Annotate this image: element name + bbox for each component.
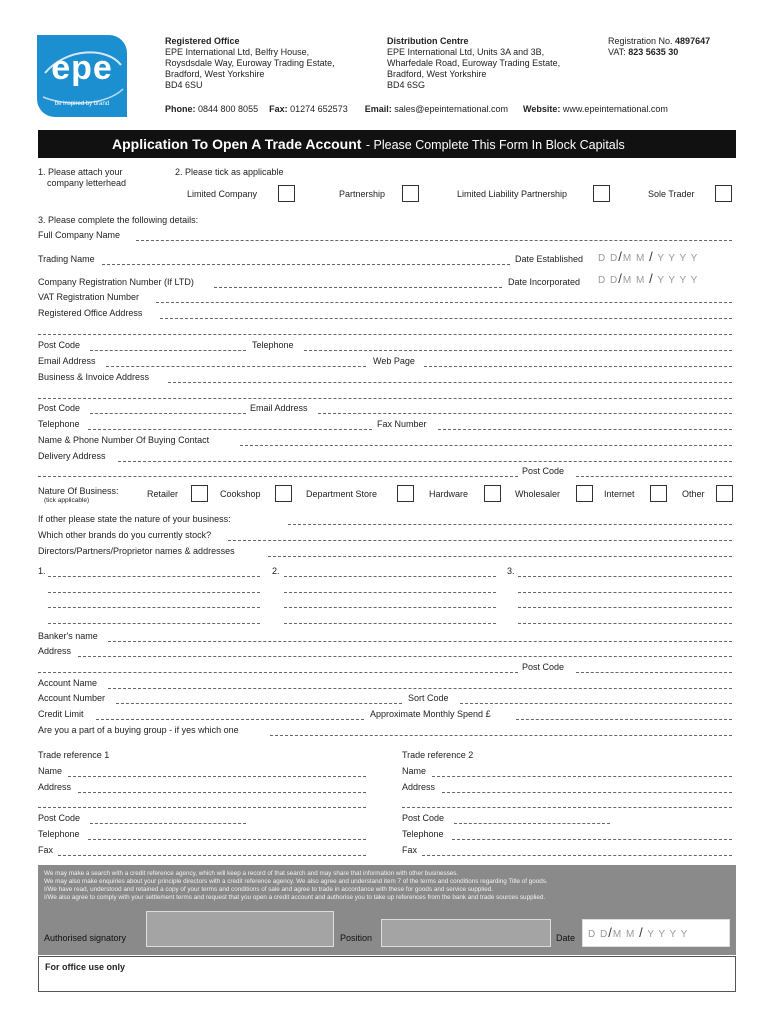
full-company-name-label: Full Company Name [38,230,121,240]
legal-line: I/We have read, understood and retained a copy of your terms and conditions of sale and agree to trade in accordance with these for goods and service supplied. [44,886,493,893]
date-slash: / [618,271,623,286]
legal-line: I/We also agree to comply with your settlement terms and request that you open a credit account and authorise you to take up references from the bank and trade sources supplied. [44,894,546,901]
trade-ref-1-address-label: Address [38,782,72,792]
office-use-label: For office use only [45,962,126,972]
nature-option-label: Department Store [306,489,378,499]
date-slash: / [639,925,644,940]
credit-limit-field[interactable] [96,719,364,720]
phone-value: 0844 800 8055 [198,104,259,114]
logo-text: epe [51,49,113,87]
email-address-label: Email Address [38,356,96,366]
director-2-field[interactable] [284,623,496,624]
director-3-field[interactable] [518,592,732,593]
other-brands-label: Which other brands do you currently stock? [38,530,212,540]
trade-ref-2-name-field[interactable] [432,776,732,777]
registered-office-line: BD4 6SU [165,80,203,90]
date-slash: / [618,249,623,264]
office-use-box [38,956,736,992]
nature-label-block [38,486,119,505]
distribution-centre [387,36,602,91]
distribution-title: Distribution Centre [387,36,469,46]
bankers-name-field[interactable] [108,641,732,642]
internet-checkbox[interactable] [650,485,667,502]
registered-office-line: EPE International Ltd, Belfry House, [165,47,310,57]
trade-ref-2-telephone-label: Telephone [402,829,444,839]
date-incorporated-label: Date Incorporated [508,277,581,287]
date-established-label: Date Established [515,254,584,264]
other-nature-label: If other please state the nature of your business: [38,514,231,524]
date-dd: D D [598,253,619,264]
buying-group-label: Are you a part of a buying group - if yes which one [38,725,239,735]
sort-code-label: Sort Code [408,693,449,703]
trading-name-label: Trading Name [38,254,95,264]
other-checkbox[interactable] [716,485,733,502]
director-2-field[interactable] [284,607,496,608]
director-3-field[interactable] [518,607,732,608]
signature-field[interactable] [146,911,334,947]
fax-number-label: Fax Number [377,419,427,429]
form-subtitle: - Please Complete This Form In Block Capitals [365,138,625,152]
buying-group-field[interactable] [270,735,732,736]
director-number: 2. [272,566,280,576]
legal-declaration-panel [38,865,736,955]
signature-date-label: Date [556,933,576,943]
director-1-field[interactable] [48,607,260,608]
trade-ref-1-address-field[interactable] [38,807,366,808]
trade-ref-1-name-label: Name [38,766,63,776]
buying-contact-field[interactable] [240,445,732,446]
position-label: Position [340,933,373,943]
date-slash: / [608,925,613,940]
trade-ref-1-telephone-label: Telephone [38,829,80,839]
registered-office-line: Bradford, West Yorkshire [165,69,265,79]
trade-ref-2-name-label: Name [402,766,427,776]
bankers-name-label: Banker's name [38,631,98,641]
logo-tagline: be inspired by brand [54,101,110,107]
trade-ref-1-name-field[interactable] [68,776,366,777]
bank-address-label: Address [38,646,72,656]
date-yyyy: Y Y Y Y [647,929,689,940]
trade-ref-1-fax-label: Fax [38,845,54,855]
limited-company-checkbox[interactable] [278,185,295,202]
telephone-label: Telephone [252,340,294,350]
legal-line: We may also make enquiries about your principle directors with a credit reference agency. We also agree and understand item 7 of the terms and conditions regarding Title of goods. [44,878,548,885]
registered-office-title: Registered Office [165,36,240,46]
sole-trader-checkbox[interactable] [715,185,732,202]
post-code-field[interactable] [90,350,246,351]
option-label: Partnership [339,189,386,199]
bank-post-code-label: Post Code [522,662,565,672]
trade-ref-2-heading: Trade reference 2 [402,750,474,760]
business-invoice-address-field[interactable] [168,382,732,383]
monthly-spend-label: Approximate Monthly Spend £ [370,709,491,719]
date-dd: D D [598,275,619,286]
director-1-field[interactable] [48,592,260,593]
bank-post-code-field[interactable] [576,672,732,673]
date-yyyy: Y Y Y Y [657,275,699,286]
wholesaler-checkbox[interactable] [576,485,593,502]
date-established-field[interactable] [598,249,698,264]
delivery-address-field[interactable] [38,476,518,477]
buying-contact-label: Name & Phone Number Of Buying Contact [38,435,210,445]
director-1-field[interactable] [48,576,260,577]
business-invoice-address-field[interactable] [38,398,732,399]
contact-line [165,104,745,115]
nature-label: Nature Of Business: [38,486,119,496]
email-value: sales@epeinternational.com [394,104,508,114]
email-address-label: Email Address [250,403,308,413]
position-field[interactable] [381,919,551,947]
directors-field[interactable] [268,556,732,557]
section-1-line: 1. Please attach your [38,167,123,177]
nature-sublabel: (tick applicable) [44,497,90,504]
cookshop-checkbox[interactable] [275,485,292,502]
director-3-field[interactable] [518,576,732,577]
legal-line: We may make a search with a credit reference agency, which will keep a record of that search and may share that information with other businesses. [44,870,459,877]
date-mm: M M [622,253,646,264]
trade-ref-1-post-code-label: Post Code [38,813,81,823]
post-code-label: Post Code [38,340,81,350]
registered-office-address-field[interactable] [38,334,732,335]
trade-ref-2-address-field[interactable] [402,807,732,808]
phone-label: Phone: [165,104,196,114]
title-bar [38,130,736,158]
trade-ref-2-post-code-field[interactable] [454,823,610,824]
account-name-field[interactable] [108,688,732,689]
director-number: 1. [38,566,46,576]
date-slash: / [649,249,654,264]
trade-ref-2-address-field[interactable] [442,792,732,793]
bank-address-field[interactable] [78,656,732,657]
director-number: 3. [507,566,515,576]
vat-label: VAT: [608,47,626,57]
nature-option-label: Other [682,489,705,499]
trade-ref-2-fax-field[interactable] [422,855,732,856]
trade-ref-2-post-code-label: Post Code [402,813,445,823]
distribution-line: Wharfedale Road, Euroway Trading Estate, [387,58,561,68]
option-label: Limited Company [187,189,258,199]
nature-option-label: Internet [604,489,635,499]
department-store-checkbox[interactable] [397,485,414,502]
trade-ref-2-fax-label: Fax [402,845,418,855]
reg-value: 4897647 [675,36,711,46]
registered-office-line: Roysdsdale Way, Euroway Trading Estate, [165,58,335,68]
form-title: Application To Open A Trade Account [112,136,362,152]
nature-option-label: Cookshop [220,489,261,499]
account-number-label: Account Number [38,693,106,703]
registered-office [165,36,385,91]
email-address-field[interactable] [318,413,732,414]
director-3-field[interactable] [518,623,732,624]
reg-label: Registration No. [608,36,673,46]
date-incorporated-field[interactable] [598,271,698,286]
partnership-checkbox[interactable] [402,185,419,202]
delivery-address-label: Delivery Address [38,451,106,461]
telephone-label: Telephone [38,419,80,429]
director-1-field[interactable] [48,623,260,624]
fax-number-field[interactable] [438,429,732,430]
option-label: Limited Liability Partnership [457,189,568,199]
telephone-field[interactable] [304,350,732,351]
section-1-line: company letterhead [47,178,127,188]
fax-label: Fax: [269,104,288,114]
registered-office-address-label: Registered Office Address [38,308,143,318]
account-number-field[interactable] [116,703,402,704]
post-code-field[interactable] [90,413,246,414]
trade-ref-2-address-label: Address [402,782,436,792]
email-label: Email: [364,104,392,114]
company-reg-field[interactable] [214,287,502,288]
post-code-label: Post Code [38,403,81,413]
telephone-field[interactable] [88,429,372,430]
trade-ref-1-address-field[interactable] [78,792,366,793]
authorised-signatory-label: Authorised signatory [44,933,127,943]
email-address-field[interactable] [106,366,366,367]
website-value: www.epeinternational.com [562,104,668,114]
vat-value: 823 5635 30 [628,47,679,57]
website-label: Website: [523,104,561,114]
nature-option-label: Hardware [429,489,469,499]
fax-value: 01274 652573 [290,104,348,114]
bank-address-field[interactable] [38,672,518,673]
registered-office-address-field[interactable] [160,318,732,319]
trade-ref-1-heading: Trade reference 1 [38,750,110,760]
nature-option-label: Wholesaler [515,489,561,499]
post-code-label: Post Code [522,466,565,476]
trade-ref-2-telephone-field[interactable] [452,839,732,840]
date-mm: M M [612,929,636,940]
other-brands-field[interactable] [228,540,732,541]
llp-checkbox[interactable] [593,185,610,202]
other-nature-field[interactable] [288,524,732,525]
retailer-checkbox[interactable] [191,485,208,502]
web-page-field[interactable] [424,366,732,367]
trading-name-field[interactable] [102,264,510,265]
business-invoice-address-label: Business & Invoice Address [38,372,150,382]
date-mm: M M [622,275,646,286]
director-2-field[interactable] [284,576,496,577]
section-1 [38,167,126,189]
date-slash: / [649,271,654,286]
hardware-checkbox[interactable] [484,485,501,502]
account-name-label: Account Name [38,678,98,688]
distribution-line: EPE International Ltd, Units 3A and 3B, [387,47,545,57]
date-dd: D D [588,929,609,940]
post-code-field[interactable] [576,476,732,477]
nature-option-label: Retailer [147,489,179,499]
registration-info [608,36,738,58]
signature-date-field[interactable] [582,919,730,947]
company-reg-label: Company Registration Number (If LTD) [38,277,194,287]
trade-ref-1-fax-field[interactable] [58,855,366,856]
credit-limit-label: Credit Limit [38,709,84,719]
option-label: Sole Trader [648,189,695,199]
date-yyyy: Y Y Y Y [657,253,699,264]
monthly-spend-field[interactable] [516,719,732,720]
web-page-label: Web Page [373,356,415,366]
section-3-heading: 3. Please complete the following details: [38,215,199,225]
company-logo [37,35,127,117]
director-2-field[interactable] [284,592,496,593]
sort-code-field[interactable] [460,703,732,704]
trade-ref-1-post-code-field[interactable] [90,823,246,824]
distribution-line: BD4 6SG [387,80,426,90]
delivery-address-field[interactable] [118,461,732,462]
full-company-name-field[interactable] [136,240,732,241]
directors-label: Directors/Partners/Proprietor names & addresses [38,546,235,556]
vat-reg-field[interactable] [156,302,732,303]
section-2-heading: 2. Please tick as applicable [175,167,284,177]
vat-reg-label: VAT Registration Number [38,292,140,302]
trade-ref-1-telephone-field[interactable] [88,839,366,840]
distribution-line: Bradford, West Yorkshire [387,69,487,79]
